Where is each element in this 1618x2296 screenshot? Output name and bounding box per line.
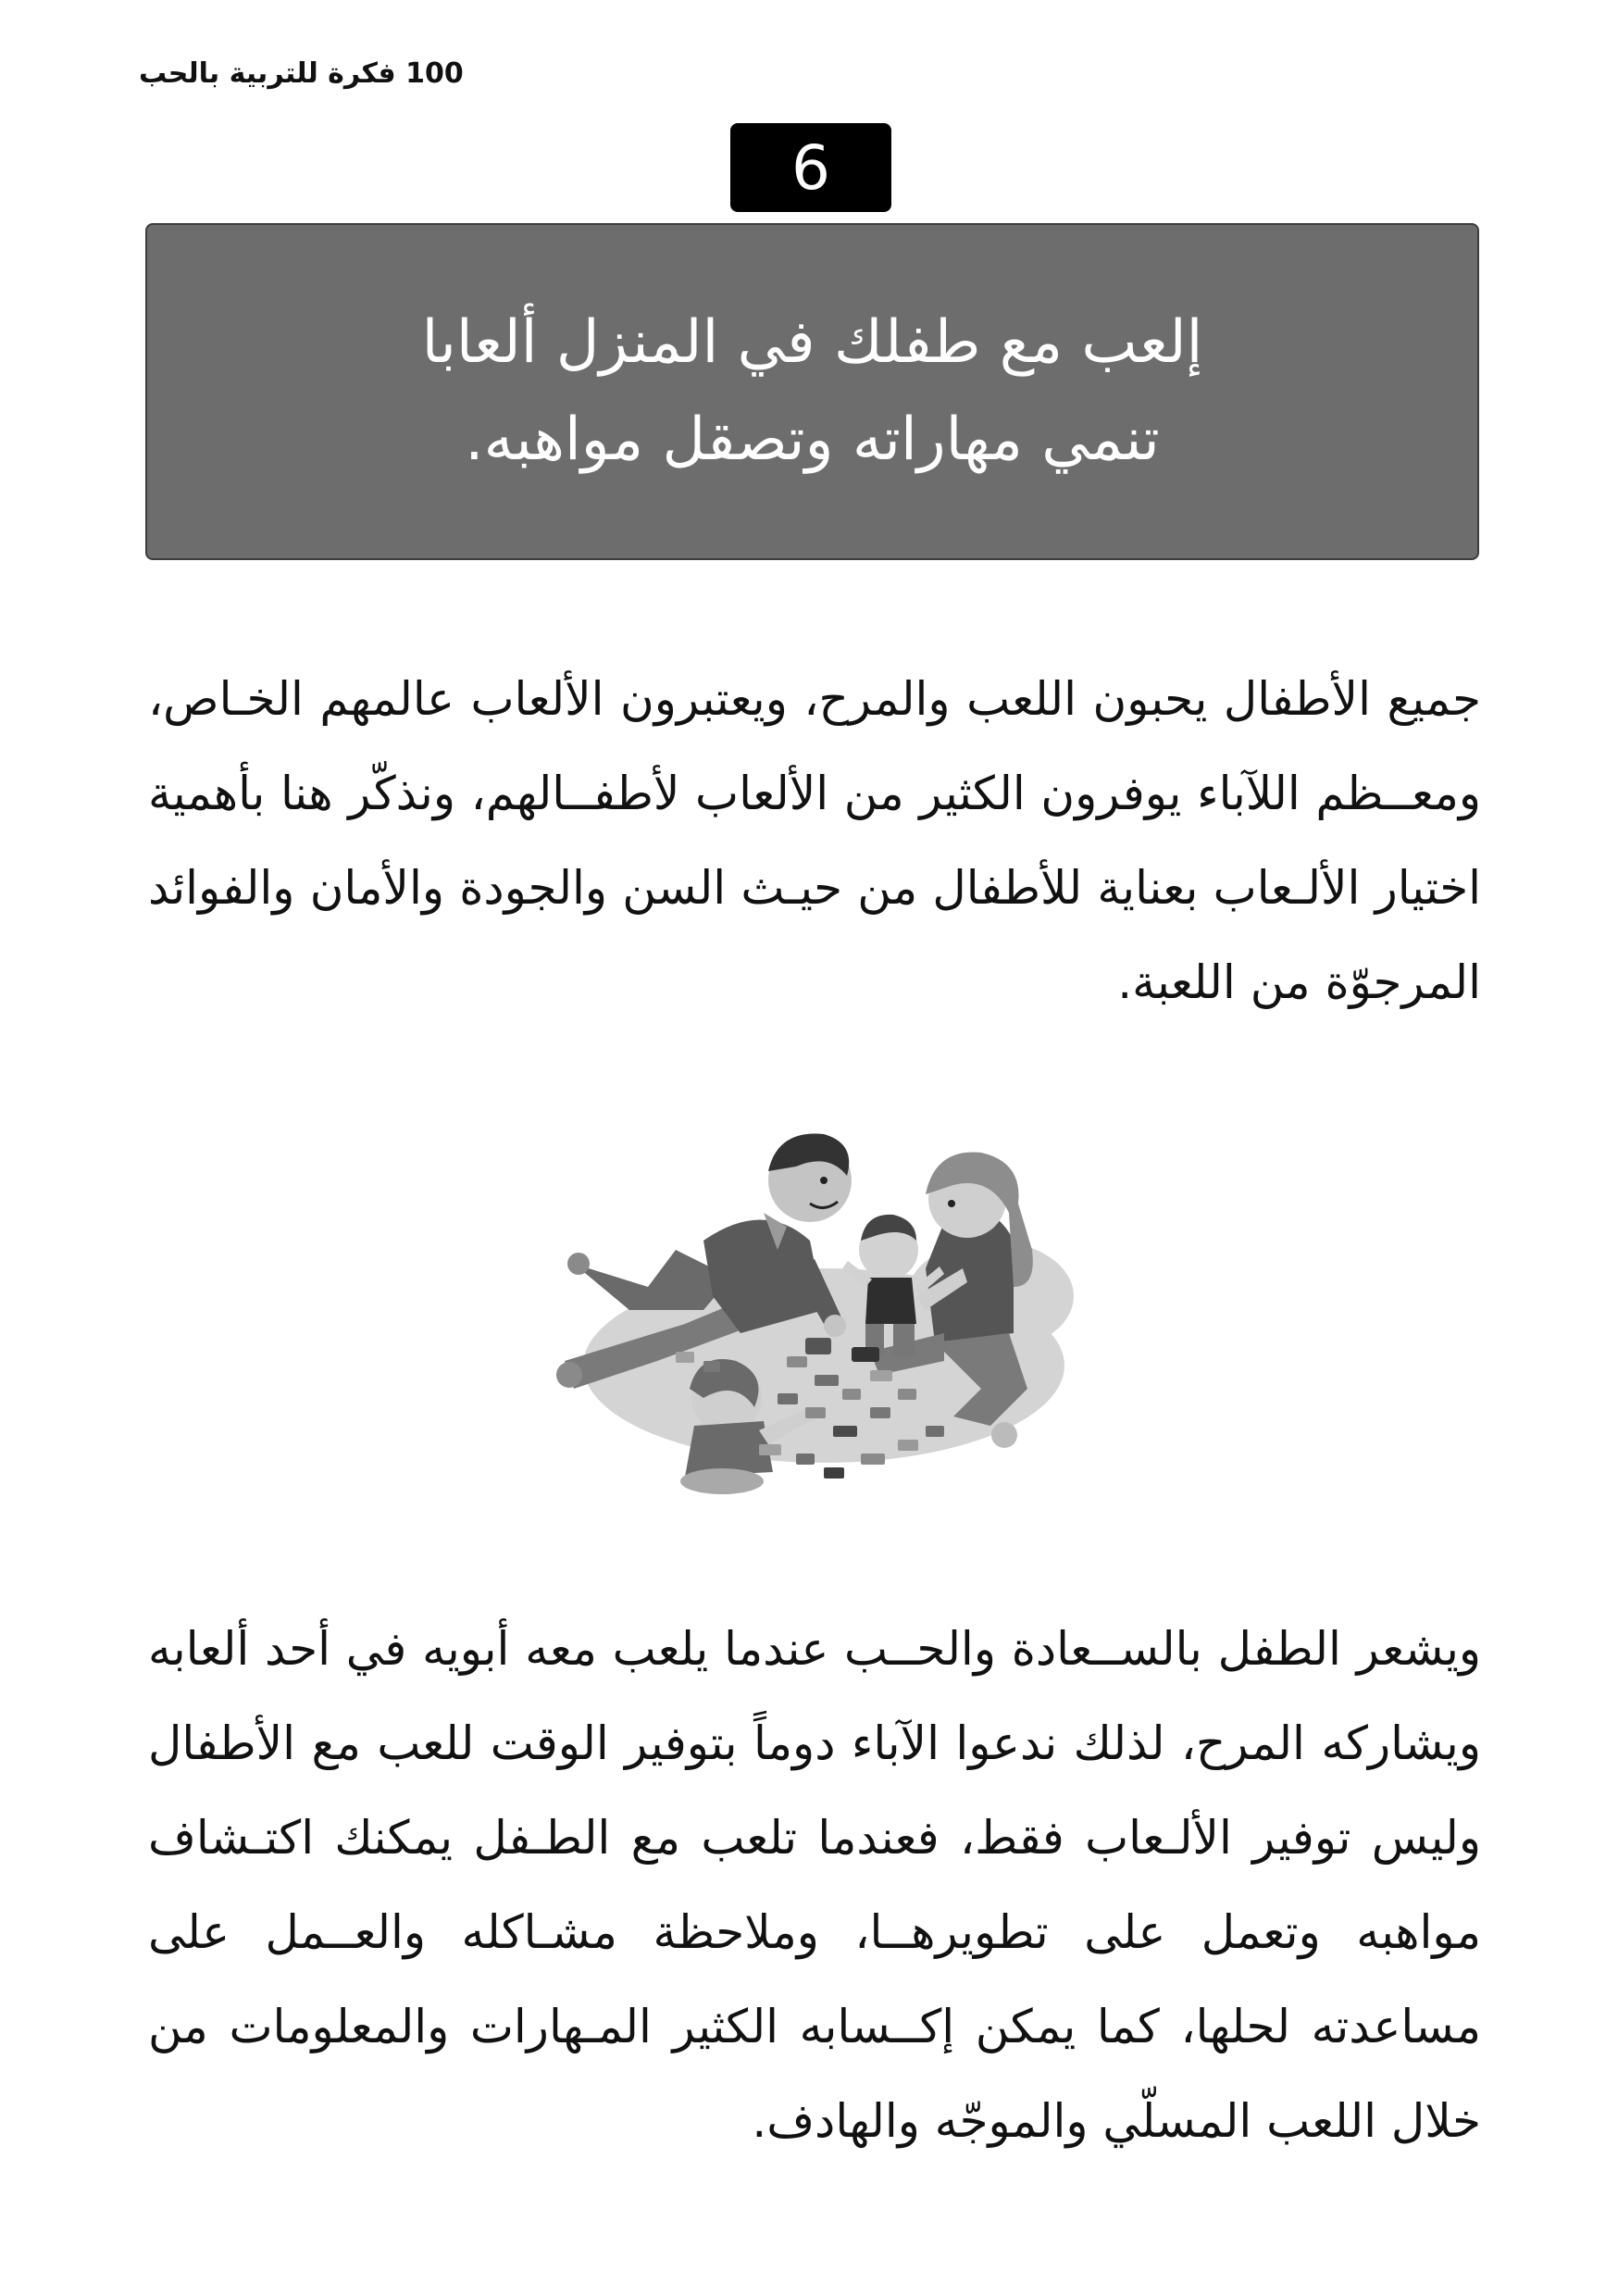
paragraph-2: ويشعر الطفل بالســعادة والحــب عندما يلعب معه أبويه في أحد ألعابه ويشاركه المرح، لذلك ندعوا الآباء دوماً بتوفير الوقت للعب مع الأطفال وليس توفير الألـعاب فقط، فعندما تلعب مع الطـفل يمكنك اكتـشاف مواهبه وتعمل على تطويرهــا، وملاحظة مشـاكله والعــمل على مساعدته لحلها، كما يمكن إكــسابه الكثير المـهارات والمعلومات من خلال اللعب المسلّي والموجّه والهادف.	[148, 1622, 1481, 2148]
idea-number-badge: 6	[730, 123, 891, 212]
paragraph-1: جميع الأطفال يحبون اللعب والمرح، ويعتبرون الألعاب عالمهم الخـاص، ومعــظم اللآباء يوفرون الكثير من الألعاب لأطفــالهم، ونذكّر هنا بأهمية اختيار الألـعاب بعناية للأطفال من حيـث السن والجودة والأمان والفوائد المرجوّة من اللعبة.	[148, 672, 1481, 1009]
idea-title-box	[145, 223, 1479, 560]
family-playing-blocks-illustration	[546, 1111, 1101, 1528]
idea-title-line-2: تنمي مهاراته وتصقل مواهبه.	[465, 406, 1160, 474]
idea-title-line-1: إلعب مع طفلك في المنزل ألعابا	[421, 308, 1203, 377]
book-title: 100 فكرة للتربية بالحب	[139, 57, 464, 90]
